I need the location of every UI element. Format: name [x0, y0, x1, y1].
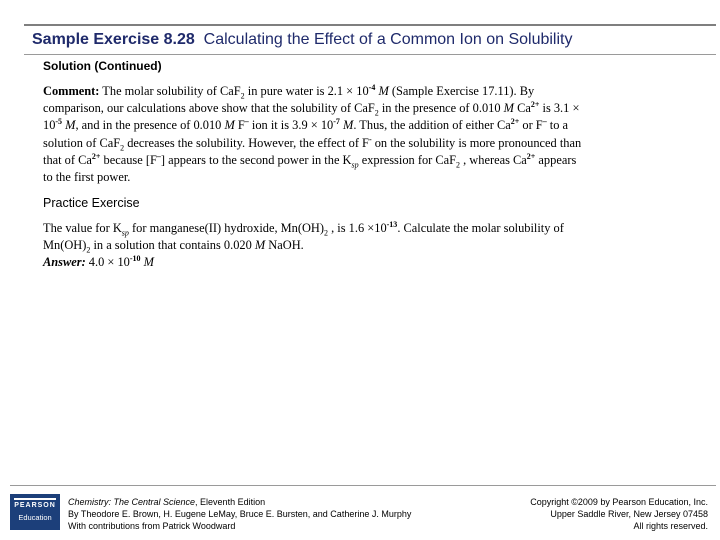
footer-copyright: Copyright ©2009 by Pearson Education, Inc. Upper Saddle River, New Jersey 07458 All rights reserved.: [530, 497, 708, 531]
page-title: [32, 31, 572, 49]
comment-paragraph: Comment: The molar solubility of CaF$_2$ in pure water is $2.1 \times 10^{-4}$ M (Sample Exercise 17.11). By comparison, our calculations above show that the solubility of CaF$_2$ in the presence of 0.010 M $Ca^{2+}$ is 3.1 × $10^{-5}$ M, and in the presence of 0.010 M F– ion it is $3.9 \times 10^{-7}$ M. Thus, the addition of either $Ca^{2+}$ or F– to a solution of CaF$_2$ decreases the solubility. However, the effect of F- on the solubility is more pronounced than that of $Ca^{2+}$ because [F–] appears to the second power in the $K_{sp}$ expression for CaF$_2$ , whereas $Ca^{2+}$ appears to the first power.: [43, 82, 582, 185]
answer-value: 4.0 × 10: [85, 255, 130, 270]
book-authors: By Theodore E. Brown, H. Eugene LeMay, Bruce E. Bursten, and Catherine J. Murphy: [68, 509, 412, 519]
title-exercise-number: Sample Exercise 8.28: [32, 31, 195, 48]
title-text: Calculating the Effect of a Common Ion on Solubility: [203, 31, 573, 48]
comment-label: Comment:: [43, 84, 100, 98]
solution-subheading: Solution (Continued): [43, 59, 162, 73]
footer-citation: Chemistry: The Central Science, Eleventh Edition By Theodore E. Brown, H. Eugene LeMay, Bruce E. Bursten, and Catherine J. Murphy With contributions from Patrick Woodward: [68, 497, 412, 531]
pearson-education-logo: PEARSON Education: [10, 494, 60, 530]
book-title: Chemistry: The Central Science: [68, 497, 196, 507]
title-divider: [24, 54, 716, 55]
book-contributors: With contributions from Patrick Woodward: [68, 521, 236, 531]
answer-label: Answer:: [43, 255, 86, 270]
practice-exercise-text: The value for $K_{sp}$ for manganese(II) hydroxide, $Mn(OH)_2$ , is $1.6 \times 10^{-13}$. Calculate the molar solubility of $Mn(OH)_2$ in a solution that contains 0.020 M NaOH. Answer: $4.0 \times 10^{-10}$ M: [43, 219, 564, 270]
top-rule: [24, 24, 716, 26]
footer-divider: [10, 485, 716, 486]
practice-exercise-heading: Practice Exercise: [43, 196, 140, 210]
